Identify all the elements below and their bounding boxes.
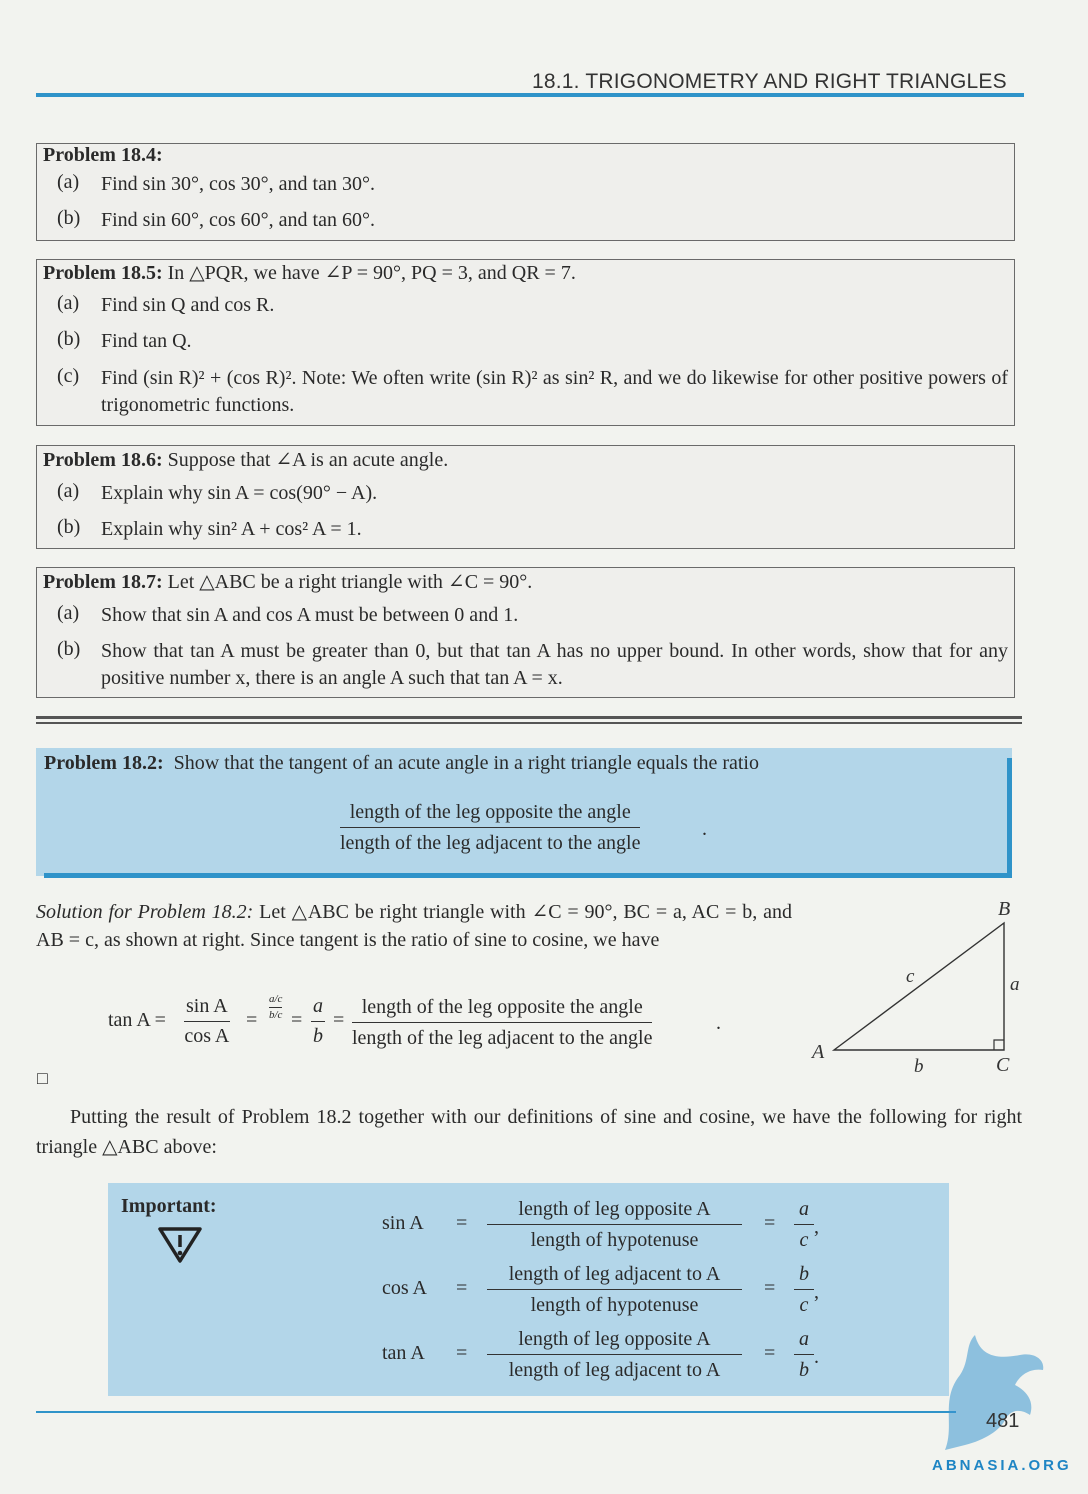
problem-text: Show that the tangent of an acute angle in a right triangle equals the ratio <box>173 752 759 774</box>
side-label-b: b <box>914 1056 924 1077</box>
box-accent-bottom <box>44 873 1012 878</box>
problem-box-18-7: Problem 18.7: Let △ABC be a right triangle with ∠C = 90°. (a) Show that sin A and cos A must be between 0 and 1. (b) Show that tan A must be greater than 0, but that tan A has no upper bound. In other words, show that for any positive number x, there is an angle A such that tan A = x. <box>36 567 1015 698</box>
fraction-denominator: b/c <box>269 1009 283 1021</box>
row-lhs: cos A <box>382 1277 427 1299</box>
problem-label: Problem 18.7: <box>43 571 163 593</box>
header-rule <box>36 93 1024 97</box>
side-label-a: a <box>1010 974 1020 995</box>
equals-sign: = <box>291 1009 303 1031</box>
problem-intro: Suppose that ∠A is an acute angle. <box>167 449 449 471</box>
equals-sign: = <box>764 1212 776 1234</box>
problem-label: Problem 18.6: <box>43 449 163 471</box>
fraction-a-b: $\frac{a}{b}$ <box>313 995 323 1047</box>
important-ratio: $\frac{a}{b}$ <box>794 1325 814 1384</box>
equals-sign: = <box>246 1009 258 1031</box>
qed-symbol: □ <box>37 1068 48 1088</box>
fraction-numerator: length of the leg opposite the angle <box>340 798 640 828</box>
equals-sign: = <box>764 1342 776 1364</box>
problem-label: Problem 18.5: <box>43 262 163 284</box>
important-ratio: $\frac{a}{c}$ <box>794 1195 814 1254</box>
equals-sign: = <box>764 1277 776 1299</box>
page-number: 481 <box>986 1410 1020 1432</box>
warning-icon <box>156 1225 204 1265</box>
important-fraction: length of leg opposite A length of hypotenuse <box>487 1195 742 1254</box>
solution-lead: Solution for Problem 18.2: <box>36 901 254 923</box>
triangle-diagram <box>806 896 1036 1081</box>
problem-intro: In △PQR, we have ∠P = 90°, PQ = 3, and QR = 7. <box>167 262 576 284</box>
box-accent-right <box>1007 758 1012 876</box>
punctuation: . <box>814 1346 819 1368</box>
row-lhs: tan A <box>382 1342 425 1364</box>
item-text: Explain why sin² A + cos² A = 1. <box>101 518 362 540</box>
problem-label: Problem 18.4: <box>43 144 163 166</box>
fraction-numerator: a/c <box>269 993 283 1005</box>
item-text: Explain why sin A = cos(90° − A). <box>101 482 378 504</box>
period: . <box>716 1012 721 1034</box>
item-text: Find sin 30°, cos 30°, and tan 30°. <box>101 173 375 195</box>
side-label-c: c <box>906 966 915 987</box>
fraction-compound <box>269 993 282 1022</box>
important-ratio: $\frac{b}{c}$ <box>794 1260 814 1319</box>
vertex-label-b: B <box>998 898 1011 920</box>
right-angle-mark <box>994 1040 1004 1050</box>
important-label: Important: <box>121 1195 217 1217</box>
important-fraction: length of leg opposite A length of leg adjacent to A <box>487 1325 742 1384</box>
item-text: Show that tan A must be greater than 0, but that tan A has no upper bound. In other words, show that for any positive number x, there is an angle A such that tan A = x. <box>101 640 1008 689</box>
item-text: Find (sin R)² + (cos R)². Note: We often write (sin R)² as sin² R, and we do likewise for other positive powers of trigonometric functions. <box>101 367 1008 416</box>
item-text: Find sin 60°, cos 60°, and tan 60°. <box>101 209 375 231</box>
watermark-text: ABNASIA.ORG <box>932 1457 1072 1474</box>
problem-box-18-5: Problem 18.5: In △PQR, we have ∠P = 90°, PQ = 3, and QR = 7. (a) Find sin Q and cos R. (b) Find tan Q. (c) Find (sin R)² + (cos R)². Note: We often write (sin R)² as sin² R, and we do likewise for other positive powers of trigonometric functions. <box>36 259 1015 426</box>
problem-box-18-6: Problem 18.6: Suppose that ∠A is an acute angle. (a) Explain why sin A = cos(90° − A). (b) Explain why sin² A + cos² A = 1. <box>36 445 1015 549</box>
section-divider <box>36 722 1022 724</box>
fraction-denominator: length of the leg adjacent to the angle <box>340 832 641 854</box>
vertex-label-c: C <box>996 1054 1010 1076</box>
equation-lhs: tan A = <box>108 1009 166 1031</box>
vertex-label-a: A <box>812 1041 825 1063</box>
equals-sign: = <box>333 1009 345 1031</box>
equals-sign: = <box>456 1342 468 1364</box>
punctuation: , <box>814 1216 819 1238</box>
triangle-abc <box>834 923 1004 1050</box>
period: . <box>702 818 707 840</box>
footer-rule <box>36 1411 956 1413</box>
equals-sign: = <box>456 1212 468 1234</box>
solution-paragraph <box>36 898 792 954</box>
problem-box-18-4: Problem 18.4: (a) Find sin 30°, cos 30°, and tan 30°. (b) Find sin 60°, cos 60°, and tan 60°. <box>36 143 1015 241</box>
item-text: Find sin Q and cos R. <box>101 294 275 316</box>
equals-sign: = <box>456 1277 468 1299</box>
important-fraction: length of leg adjacent to A length of hypotenuse <box>487 1260 742 1319</box>
fraction-words: length of the leg opposite the angle length of the leg adjacent to the angle <box>352 993 652 1052</box>
body-paragraph: Putting the result of Problem 18.2 together with our definitions of sine and cosine, we have the following for right triangle △ABC above: <box>36 1106 1022 1158</box>
punctuation: , <box>814 1281 819 1303</box>
ratio-fraction <box>340 798 640 857</box>
item-text: Show that sin A and cos A must be between 0 and 1. <box>101 604 519 626</box>
problem-intro: Let △ABC be a right triangle with ∠C = 90°. <box>167 571 533 593</box>
running-header: 18.1. TRIGONOMETRY AND RIGHT TRIANGLES <box>532 70 1007 93</box>
row-lhs: sin A <box>382 1212 424 1234</box>
solution-text: Let △ABC be right triangle with ∠C = 90°, BC = a, AC = b, and AB = c, as shown at right. Since tangent is the ratio of sine to cosine, we have <box>36 901 792 951</box>
problem-label: Problem 18.2: <box>44 752 164 774</box>
section-divider <box>36 716 1022 719</box>
fraction-sin-cos: $\frac{\text{sin A}}{\text{cos A}}$ <box>184 995 230 1047</box>
dragon-logo-icon <box>925 1330 1050 1455</box>
item-text: Find tan Q. <box>101 330 192 352</box>
problem-18-2-statement <box>44 752 759 775</box>
